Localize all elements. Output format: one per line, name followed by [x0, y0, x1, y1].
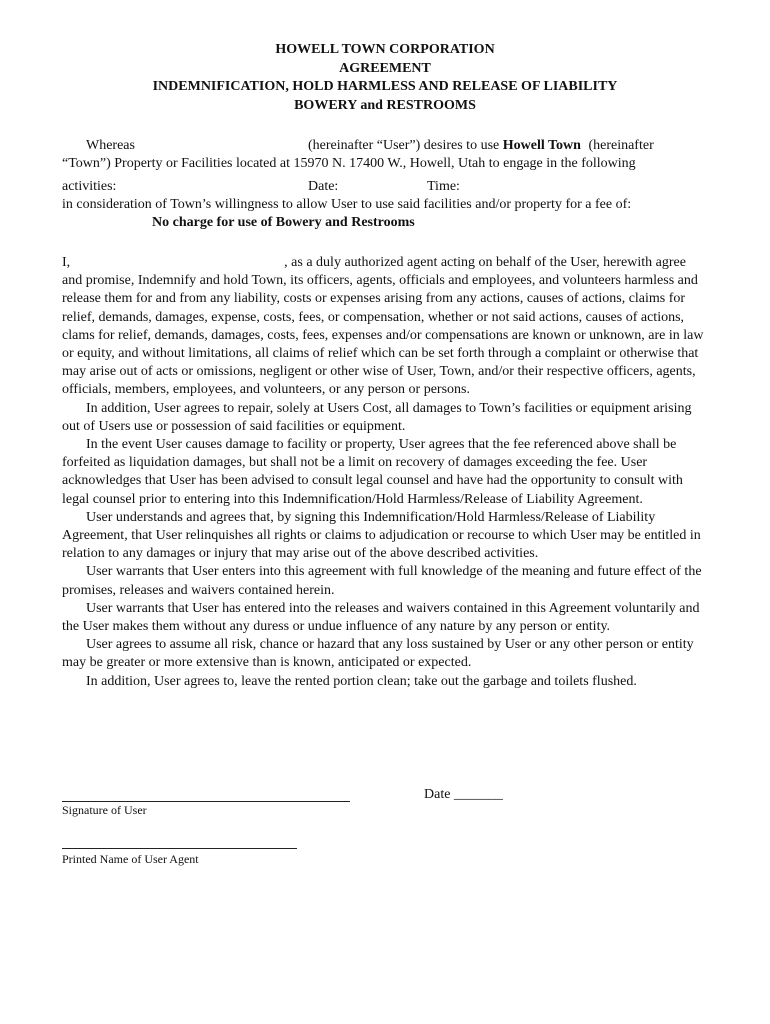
paragraph-risk: User agrees to assume all risk, chance or hazard that any loss sustained by User or any other person or entity may be greater or more extensive than is known, anticipated or expected.: [62, 637, 694, 671]
document-header: [0, 41, 770, 115]
date-label: Date:: [308, 179, 339, 194]
agent-text: , as a duly authorized agent acting on behalf of the User, herewith agree: [284, 255, 686, 270]
paragraph-voluntary: User warrants that User has entered into the releases and waivers contained in this Agreement voluntarily and the User makes them without any duress or undue influence of any nature by any person or entity.: [62, 600, 700, 635]
header-subtitle: BOWERY and RESTROOMS: [294, 97, 476, 113]
fee-text: No charge for use of Bowery and Restrooms: [152, 215, 415, 230]
agreement-body: [62, 254, 710, 691]
agent-line: [62, 254, 710, 272]
header-org: HOWELL TOWN CORPORATION: [275, 42, 495, 57]
activities-label: activities:: [62, 179, 117, 194]
header-agreement: AGREEMENT: [339, 60, 431, 76]
printed-name-label: Printed Name of User Agent: [62, 852, 199, 866]
signature-line[interactable]: [62, 801, 350, 802]
printed-name-line[interactable]: [62, 848, 297, 849]
i-label: I,: [62, 255, 71, 270]
time-label: Time:: [427, 179, 460, 194]
signature-label: Signature of User: [62, 803, 147, 817]
intro-hereinafter-user: [308, 137, 654, 155]
paragraph-repair: In addition, User agrees to repair, solely at Users Cost, all damages to Town’s facilities or equipment arising out of Users use or possession of said facilities or equipment.: [62, 400, 692, 434]
header-title: INDEMNIFICATION, HOLD HARMLESS AND RELEASE OF LIABILITY: [152, 79, 618, 95]
paragraph-knowledge: User warrants that User enters into this agreement with full knowledge of the meaning and future effect of the promises, releases and waivers contained herein.: [62, 564, 702, 598]
hereinafter-user-text: (hereinafter “User”) desires to use: [308, 138, 500, 153]
whereas-label: Whereas: [86, 138, 135, 153]
paragraph-damage: In the event User causes damage to facility or property, User agrees that the fee referenced above shall be forfeited as liquidation damages, but shall not be a limit on recovery of damages exceeding the fee. User acknowledges that User has been advised to consult legal counsel and have had the opportunity to consult with legal counsel prior to entering into this Indemnification/Hold Harmless/Release of Liability Agreement.: [62, 437, 683, 507]
intro-property-line: “Town”) Property or Facilities located at 15970 N. 17400 W., Howell, Utah to engage in the following: [62, 156, 636, 171]
paragraph-relinquish: User understands and agrees that, by signing this Indemnification/Hold Harmless/Release of Liability Agreement, that User relinquishes all rights or claims to adjudication or recourse to which User may be entitled in relation to any damages or injury that may arise out of the above described activities.: [62, 509, 701, 562]
paragraph-indemnify: and promise, Indemnify and hold Town, its officers, agents, officials and employees, and volunteers harmless and release them for and from any liability, costs or expenses arising from any actions, causes of actions, claims for relief, demands, damages, expense, costs, fees, or compensation, whether or not said actions, causes of actions, clams for relief, demands, damages, costs, fees, expenses and/or compensations are known or unknown, are in law or equity, and without limitations, all claims of relief which can be set forth through a complaint or otherwise that may arise out of acts or omissions, negligent or other wise of User, Town, and/or their respective officers, agents, officials, members, employees, and volunteers, or any person or persons.: [62, 273, 704, 398]
hereinafter-text: (hereinafter: [588, 138, 654, 153]
consideration-line: in consideration of Town’s willingness to allow User to use said facilities and/or property for a fee of:: [62, 197, 632, 212]
paragraph-cleanup: In addition, User agrees to, leave the rented portion clean; take out the garbage and toilets flushed.: [86, 673, 637, 689]
signature-date: Date _______: [424, 787, 503, 802]
town-name: Howell Town: [502, 138, 581, 153]
